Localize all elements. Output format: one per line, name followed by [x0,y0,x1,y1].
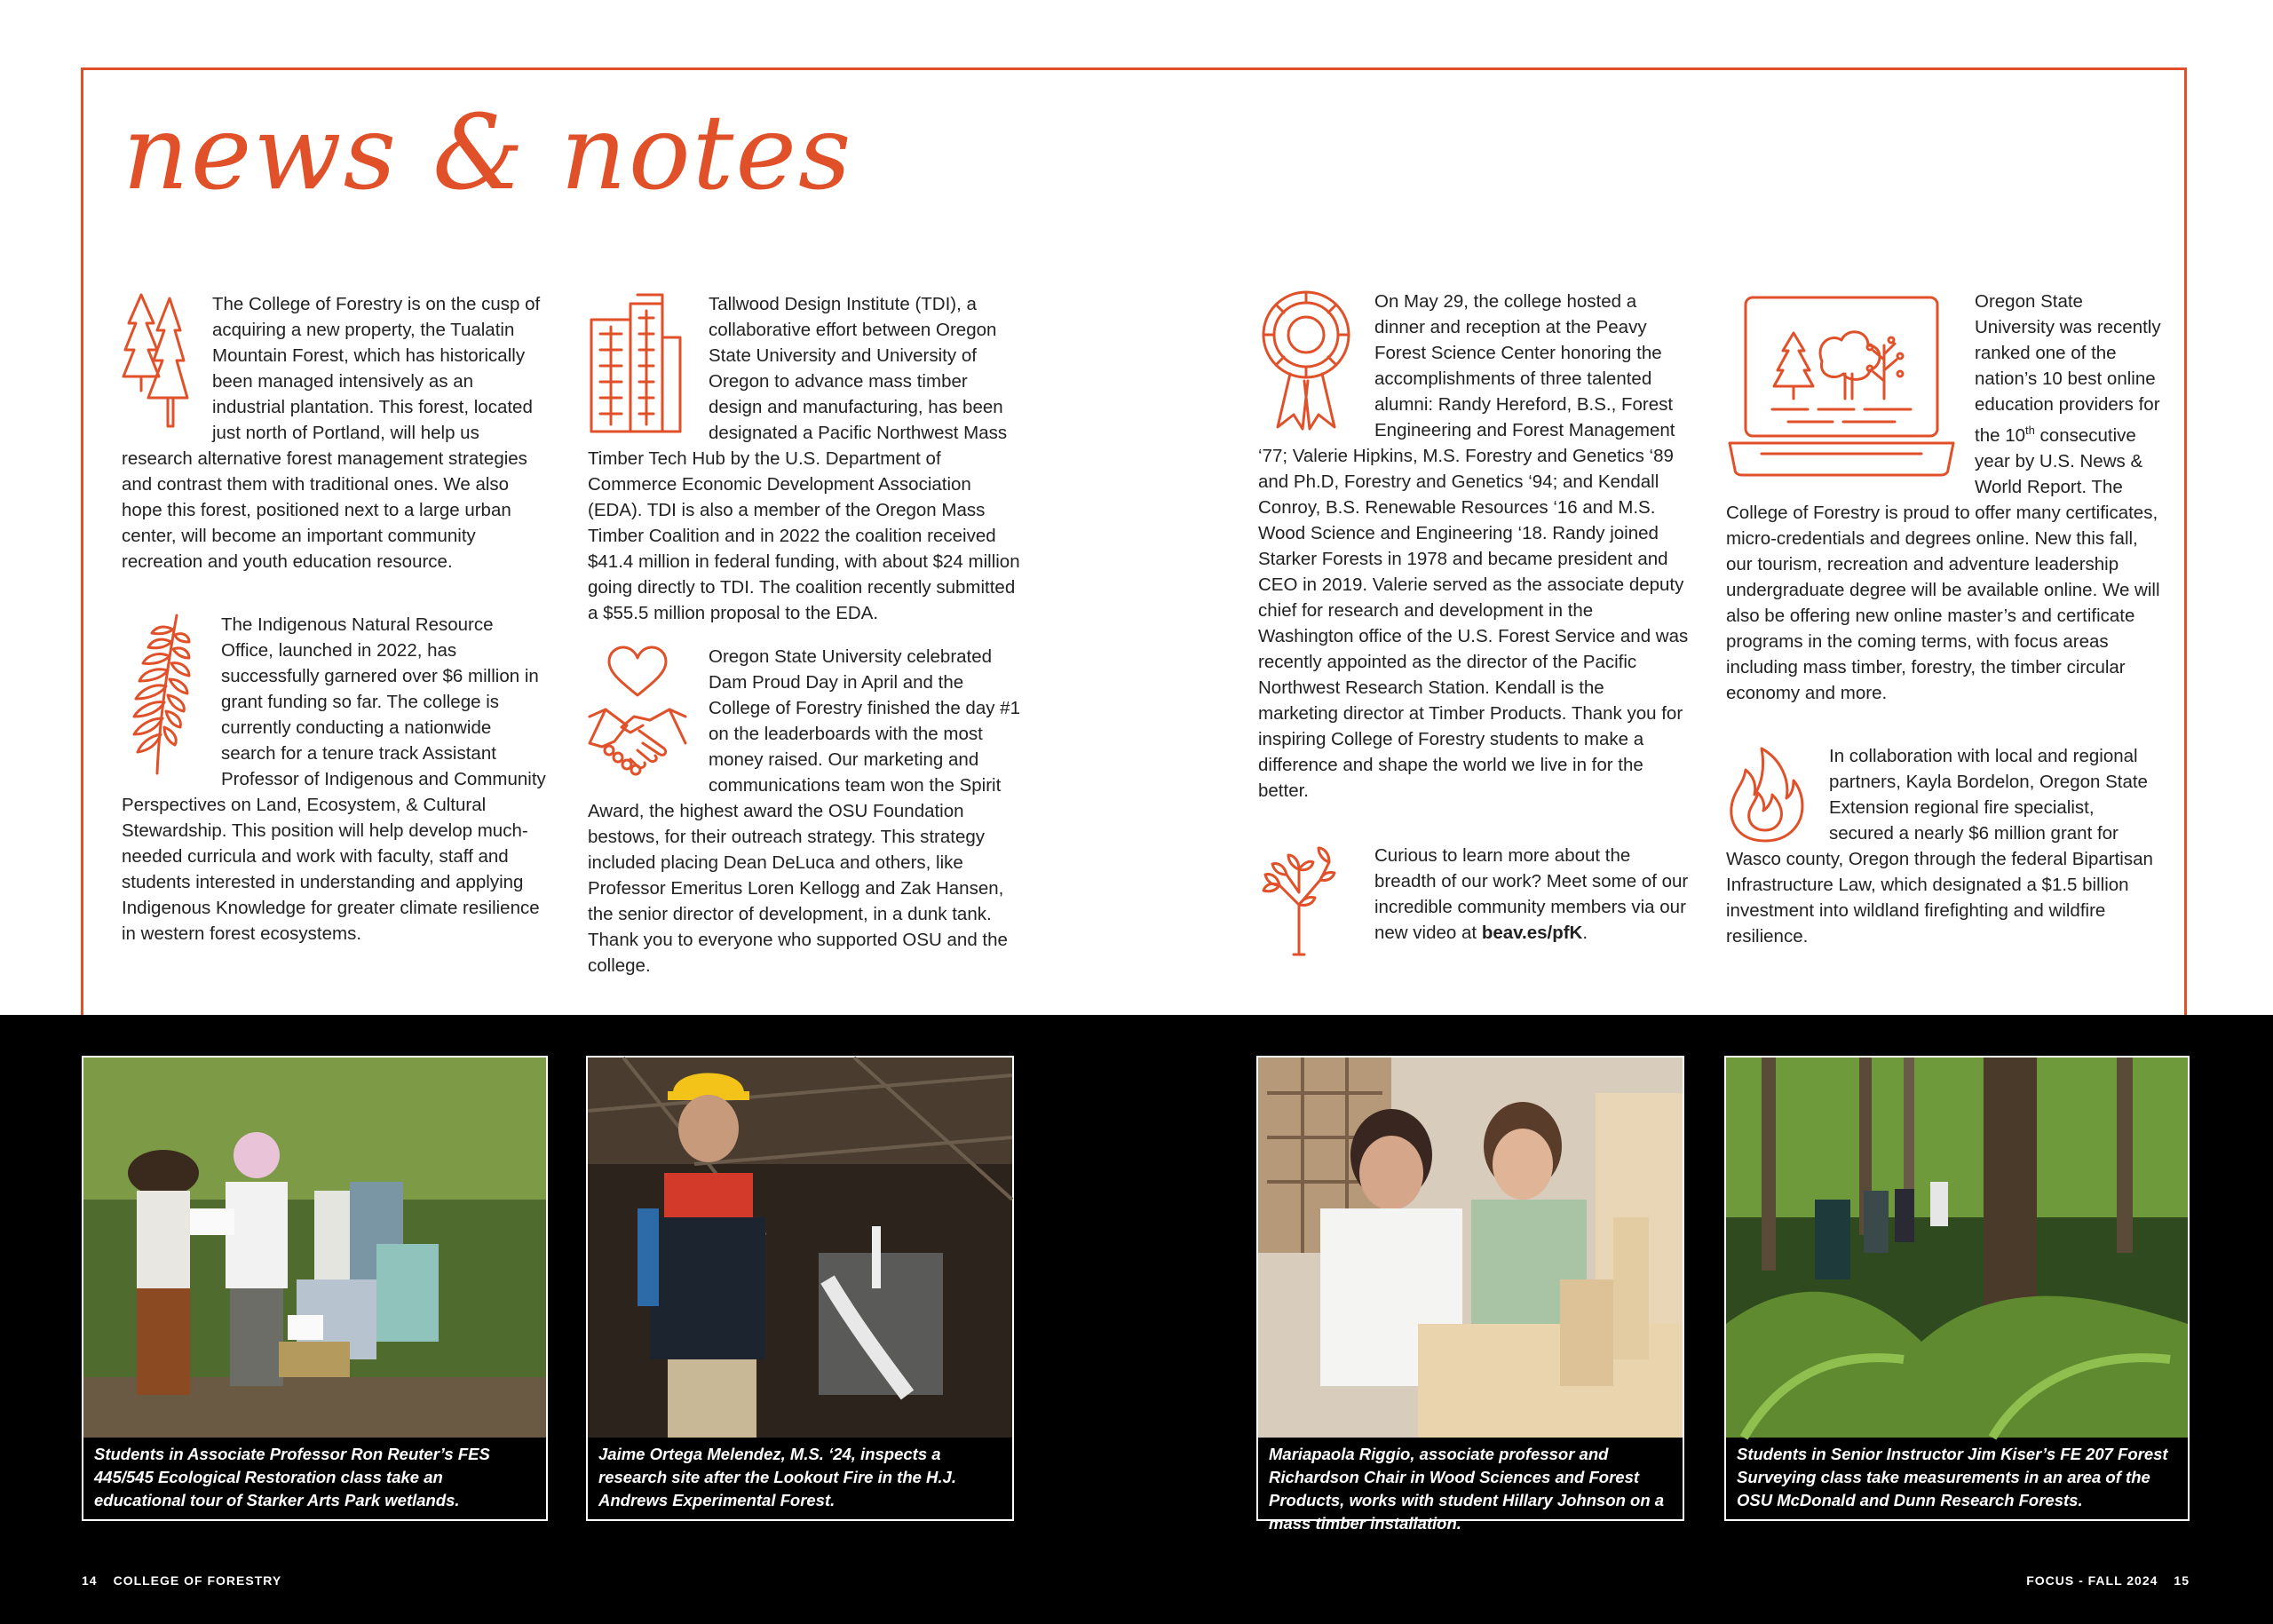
article-dam-proud-day: Oregon State University celebrated Dam Proud Day in April and the College of Forestry finished the day #1 on the leaderboards with the most money raised. Our marketing and communications team won the Spirit Award, the highest award the OSU Foundation bestows, for their outreach strategy. This strategy included placing Dean DeLuca and others, like Professor Emeritus Loren Kellogg and Zak Hansen, the senior director of development, in a dunk tank. Thank you to everyone who supported OSU and the college. [588,644,1023,978]
photo-forest-surveying [1724,1056,2190,1521]
researcher-burned-forest-image [588,1058,1012,1438]
mass-timber-installation-image [1258,1058,1683,1438]
column-4 [1726,289,2161,949]
award-ribbon-icon [1258,289,1374,436]
footer-publication-left: COLLEGE OF FORESTRY [113,1573,282,1588]
page-number-left: 14 [82,1573,98,1588]
footer-right [2026,1573,2190,1588]
article-tallwood-design: Tallwood Design Institute (TDI), a collaborative effort between Oregon State University and University of Oregon to advance mass timber design and manufacturing, has been designated a Pacific Northwest Mass Timber Tech Hub by the U.S. Department of Commerce Economic Development Association (EDA). TDI is also a member of the Oregon Mass Timber Coalition and in 2022 the coalition received $41.4 million in federal funding, with about $24 million going directly to TDI. The coalition recently submitted a $55.5 million proposal to the EDA. [588,291,1023,626]
photo-caption: Mariapaola Riggio, associate professor and Richardson Chair in Wood Sciences and Forest Products, works with student Hillary Johnson on a mass timber installation. [1269,1445,1665,1533]
photo-caption: Students in Senior Instructor Jim Kiser’s FE 207 Forest Surveying class take measurements in an area of the OSU McDonald and Dunn Research Forests. [1737,1445,2168,1509]
heart-handshake-icon [588,644,709,782]
fire-icon [1726,743,1829,846]
article-online-ranking: Oregon State University was recently ranked one of the nation’s 10 best online education providers for the 10th consecutive year by U.S. News & World Report. The College of Forestry is proud to offer many certificates, micro-credentials and degrees online. New this fall, our tourism, recreation and adventure leadership undergraduate degree will be available online. We will also be offering new online master’s and certificate programs in the coming terms, with focus areas including mass timber, forestry, the timber circular economy and more. [1726,289,2161,706]
article-fire-grant: In collaboration with local and regional partners, Kayla Bordelon, Oregon State Extension regional fire specialist, secured a nearly $6 million grant for Wasco county, Oregon through the federal Bipartisan Infrastructure Law, which designated a $1.5 billion investment into wildland firefighting and wildfire resilience. [1726,743,2161,949]
page-title: news & notes [123,93,853,213]
forest-surveying-image [1726,1058,2188,1438]
footer-publication-right: FOCUS - FALL 2024 [2026,1573,2158,1588]
page-number-right: 15 [2174,1573,2190,1588]
photo-caption: Jaime Ortega Melendez, M.S. ‘24, inspects a research site after the Lookout Fire in the H.J. Andrews Experimental Forest. [598,1445,956,1509]
students-field-tour-image [83,1058,546,1438]
article-indigenous-office: The Indigenous Natural Resource Office, launched in 2022, has successfully garnered over $6 million in grant funding so far. The college is currently conducting a nationwide search for a tenure track Assistant Professor of Indigenous and Community Perspectives on Land, Ecosystem, & Cultural Stewardship. This position will help develop much-needed curricula and work with faculty, staff and students interested in understanding and applying Indigenous Knowledge for greater climate resilience in western forest ecosystems. [122,612,548,947]
article-tualatin-forest: The College of Forestry is on the cusp of acquiring a new property, the Tualatin Mountain Forest, which has historically been managed intensively as an industrial plantation. This forest, located just north of Portland, will help us research alternative forest management strategies and contrast them with traditional ones. We also hope this forest, positioned next to a large urban center, will become an important community recreation and youth education resource. [122,291,548,574]
photo-caption: Students in Associate Professor Ron Reuter’s FES 445/545 Ecological Restoration class take an educational tour of Starker Arts Park wetlands. [94,1445,490,1509]
fern-icon [122,612,221,780]
column-1 [122,291,548,947]
column-2 [588,291,1023,978]
article-alumni-honors: On May 29, the college hosted a dinner and reception at the Peavy Forest Science Center honoring the accomplishments of three talented alumni: Randy Hereford, B.S., Forest Engineering and Forest Management ‘77; Valerie Hipkins, M.S. Forestry and Genetics ‘89 and Ph.D, Forestry and Genetics ‘94; and Kendall Conroy, B.S. Renewable Resources ‘16 and M.S. Wood Science and Engineering ‘18. Randy joined Starker Forests in 1978 and became president and CEO in 2019. Valerie served as the associate deputy chief for research and development in the Washington office of the U.S. Forest Service and was recently appointed as the director of the Pacific Northwest Research Station. Kendall is the marketing director at Timber Products. Thank you for inspiring College of Forestry students to make a difference and shape the world we live in for the better. [1258,289,1689,804]
photo-mass-timber [1256,1056,1684,1533]
laptop-icon [1726,289,1975,480]
column-3 [1258,289,1689,958]
building-icon [588,291,709,439]
article-community-video: Curious to learn more about the breadth of our work? Meet some of our incredible community members via our new video at beav.es/pfK. [1258,843,1689,946]
photo-lookout-fire [586,1056,1014,1521]
photo-wetlands-tour [82,1056,548,1521]
pine-trees-icon [122,291,212,435]
footer-left [82,1573,297,1588]
video-link[interactable]: beav.es/pfK [1481,923,1583,943]
sapling-icon [1258,843,1374,958]
